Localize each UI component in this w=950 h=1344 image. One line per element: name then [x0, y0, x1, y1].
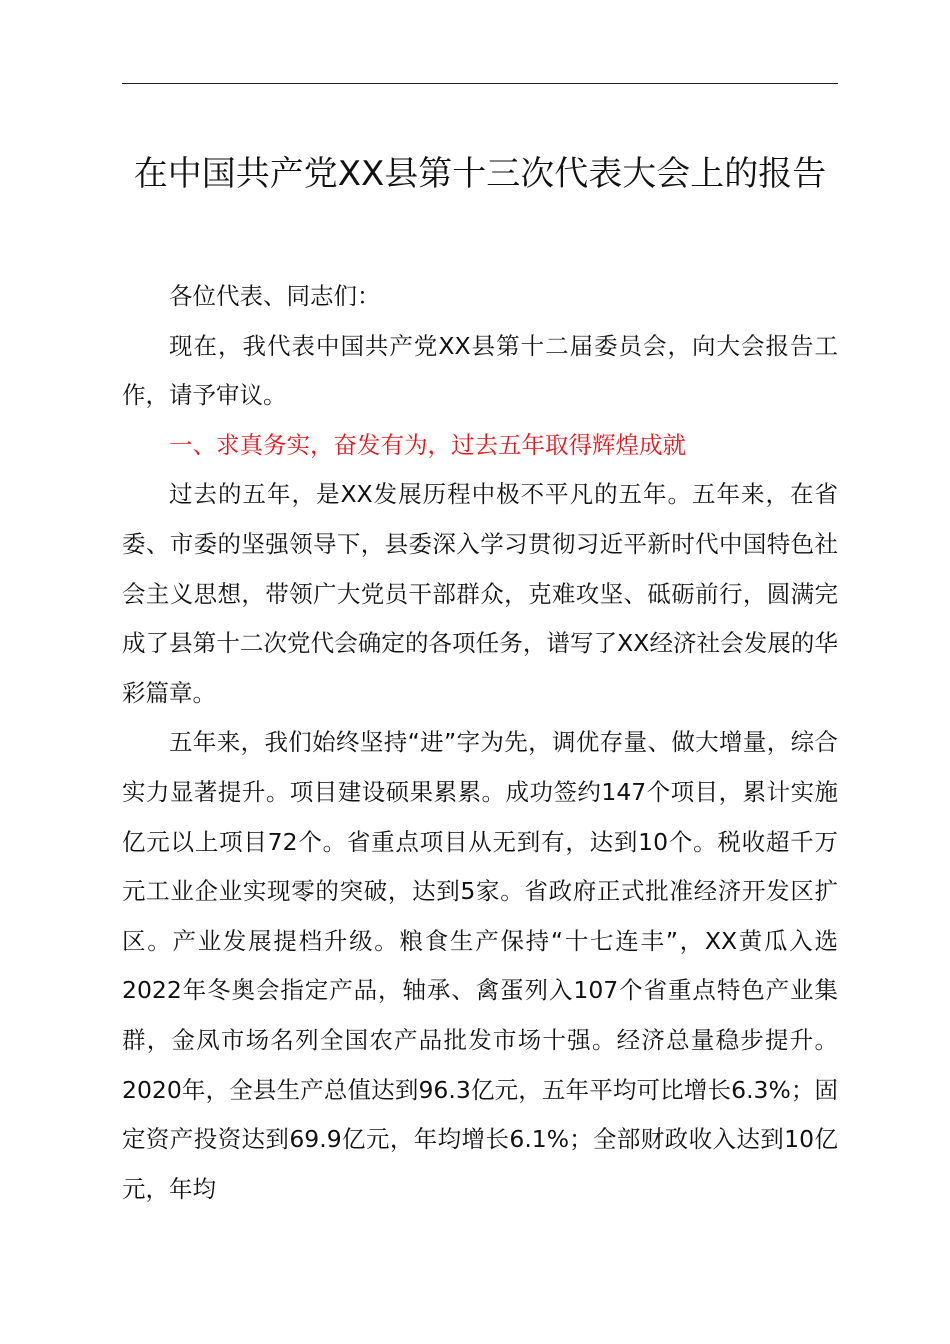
- body-paragraph: 过去的五年，是XX发展历程中极不平凡的五年。五年来，在省委、市委的坚强领导下，县委深入学习贯彻习近平新时代中国特色社会主义思想，带领广大党员干部群众，克难攻坚、砥砺前行，圆满完成了县第十二次党代会确定的各项任务，谱写了XX经济社会发展的华彩篇章。: [122, 480, 838, 707]
- intro-paragraph: 现在，我代表中国共产党XX县第十二届委员会，向大会报告工作，请予审议。: [122, 331, 838, 410]
- top-rule: [122, 83, 838, 84]
- document-body: [122, 272, 838, 1214]
- body-paragraph: 五年来，我们始终坚持“进”字为先，调优存量、做大增量，综合实力显著提升。项目建设硕果累累。成功签约147个项目，累计实施亿元以上项目72个。省重点项目从无到有，达到10个。税收超千万元工业企业实现零的突破，达到5家。省政府正式批准经济开发区扩区。产业发展提档升级。粮食生产保持“十七连丰”，XX黄瓜入选2022年冬奥会指定产品，轴承、禽蛋列入107个省重点特色产业集群，金凤市场名列全国农产品批发市场十强。经济总量稳步提升。2020年，全县生产总值达到96.3亿元，五年平均可比增长6.3%；固定资产投资达到69.9亿元，年均增长6.1%；全部财政收入达到10亿元，年均: [122, 728, 838, 1203]
- salutation: 各位代表、同志们：: [169, 282, 381, 310]
- section-heading: 一、求真务实，奋发有为，过去五年取得辉煌成就: [169, 430, 686, 459]
- document-title: 在中国共产党XX县第十三次代表大会上的报告: [133, 154, 827, 194]
